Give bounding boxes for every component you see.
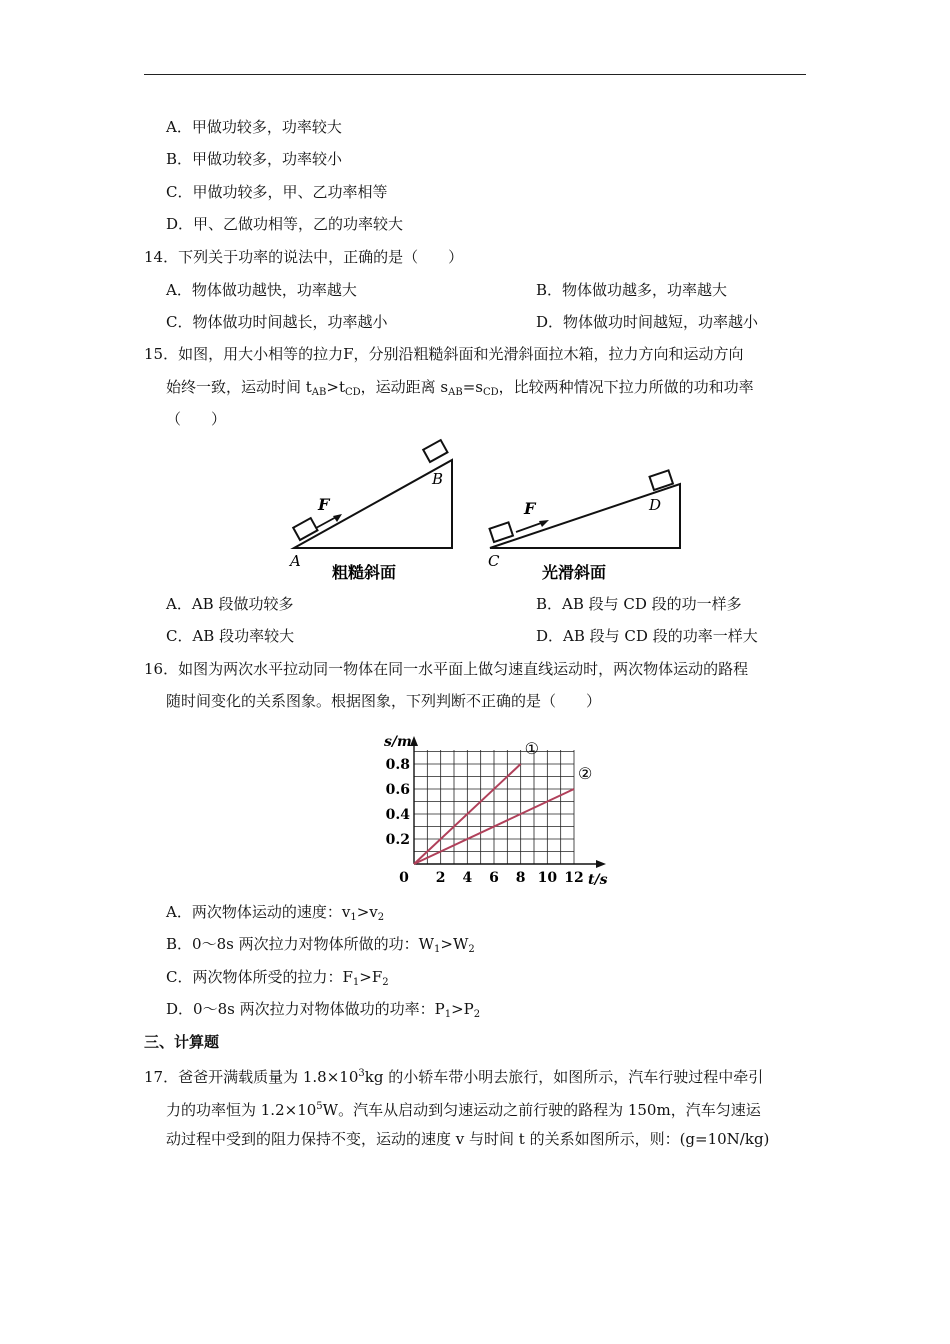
q16-option-c-sub2: 2 — [382, 977, 389, 988]
x-axis-label: t/s — [588, 872, 608, 888]
s-t-chart — [370, 722, 608, 892]
q17-line2-sup: 5 — [316, 1101, 323, 1112]
q15-stem-text-4: =s — [462, 378, 483, 396]
force-label-left: F — [318, 495, 330, 514]
x-tick-label: 4 — [462, 870, 473, 886]
q17-line2-text-2: W。汽车从启动到匀速运动之前行驶的路程为 150m，汽车匀速运 — [322, 1101, 761, 1119]
q15-option-b: B．AB 段与 CD 段的功一样多 — [536, 595, 742, 613]
q15-stem-text-2: >t — [326, 378, 345, 396]
x-tick-label: 2 — [435, 870, 446, 886]
q14-option-b: B．物体做功越多，功率越大 — [536, 281, 728, 299]
q15-sub-3: AB — [448, 387, 463, 398]
q17-line2 — [166, 1097, 761, 1120]
force-label-right: F — [524, 499, 536, 518]
q16-option-c — [166, 967, 389, 993]
q14-option-a: A．物体做功越快，功率越大 — [166, 281, 357, 299]
q16-option-c-text: C．两次物体所受的拉力：F — [166, 968, 353, 986]
q14-option-c: C．物体做功时间越长，功率越小 — [166, 313, 388, 331]
q17-line3: 动过程中受到的阻力保持不变，运动的速度 v 与时间 t 的关系如图所示，则：(g=10N/kg) — [166, 1130, 770, 1148]
rough-incline — [288, 440, 452, 582]
point-c-label: C — [488, 552, 500, 570]
q17-line1 — [144, 1064, 763, 1087]
q15-option-a: A．AB 段做功较多 — [166, 595, 294, 613]
section-title-calculation: 三、计算题 — [144, 1033, 220, 1051]
series-label-1: ① — [524, 739, 540, 758]
q16-option-b-sub2: 2 — [468, 944, 475, 955]
x-tick-label: 8 — [515, 870, 526, 886]
point-a-label: A — [290, 552, 301, 570]
q16-option-b-mid: >W — [440, 935, 469, 953]
q15-option-d: D．AB 段与 CD 段的功率一样大 — [536, 627, 758, 645]
q15-stem-line3: （ ） — [166, 410, 227, 428]
y-tick-label: 0.8 — [385, 757, 410, 773]
x-tick-label: 6 — [489, 870, 499, 886]
q16-option-c-mid: >F — [359, 968, 383, 986]
header-rule — [144, 74, 806, 75]
q13-option-d: D．甲、乙做功相等，乙的功率较大 — [166, 215, 404, 233]
q13-option-c: C．甲做功较多，甲、乙功率相等 — [166, 183, 388, 201]
q15-sub-1: AB — [311, 387, 327, 398]
q16-option-b-sub1: 1 — [434, 944, 441, 955]
x-axis-arrow — [596, 860, 606, 868]
q15-stem-text-3: ，运动距离 s — [360, 378, 449, 396]
y-tick-label: 0.6 — [385, 782, 410, 798]
q16-option-a — [166, 902, 384, 928]
q16-option-c-sub1: 1 — [352, 977, 360, 988]
q15-sub-4: CD — [482, 387, 499, 398]
box-c — [490, 522, 513, 542]
series-label-2: ② — [578, 764, 593, 783]
q17-line1-sup: 3 — [358, 1068, 365, 1079]
q16-option-d — [166, 999, 480, 1025]
y-tick-label: 0.2 — [385, 832, 410, 848]
q17-line2-text-1: 力的功率恒为 1.2×10 — [166, 1101, 317, 1119]
q15-stem-line1: 15．如图，用大小相等的拉力F，分别沿粗糙斜面和光滑斜面拉木箱，拉力方向和运动方向 — [144, 345, 744, 363]
caption-rough: 粗糙斜面 — [332, 563, 397, 582]
q16-option-a-text: A．两次物体运动的速度：v — [166, 903, 351, 921]
q17-line1-text-1: 17．爸爸开满载质量为 1.8×10 — [144, 1068, 359, 1086]
point-b-label: B — [432, 470, 444, 488]
q13-option-b: B．甲做功较多，功率较小 — [166, 150, 343, 168]
q17-line1-text-2: kg 的小轿车带小明去旅行，如图所示，汽车行驶过程中牵引 — [364, 1068, 764, 1086]
q13-option-a: A．甲做功较多，功率较大 — [166, 118, 342, 136]
q16-stem-line2: 随时间变化的关系图象。根据图象，下列判断不正确的是（ ） — [166, 692, 602, 710]
q15-stem-text-5: ，比较两种情况下拉力所做的功和功率 — [498, 378, 754, 396]
q14-stem: 14．下列关于功率的说法中，正确的是（ ） — [144, 248, 464, 266]
x-tick-label: 10 — [537, 870, 558, 886]
y-tick-label: 0.4 — [385, 807, 410, 823]
point-d-label: D — [649, 496, 662, 514]
x-tick-label: 12 — [564, 870, 584, 886]
q16-option-b — [166, 934, 475, 960]
y-axis-label: s/m — [384, 734, 412, 750]
q16-option-b-text: B．0～8s 两次拉力对物体所做的功：W — [166, 935, 434, 953]
q16-option-d-sub2: 2 — [473, 1009, 481, 1020]
q15-incline-figure — [280, 438, 700, 586]
q14-option-d: D．物体做功时间越短，功率越小 — [536, 313, 759, 331]
q16-option-d-sub1: 1 — [444, 1009, 452, 1020]
box-b — [423, 440, 447, 462]
q15-sub-2: CD — [344, 387, 361, 398]
q16-option-a-sub1: 1 — [350, 912, 357, 923]
q16-option-a-mid: >v — [356, 903, 378, 921]
q16-stem-line1: 16．如图为两次水平拉动同一物体在同一水平面上做匀速直线运动时，两次物体运动的路程 — [144, 660, 749, 678]
q15-stem-line2 — [166, 377, 754, 403]
q16-option-a-sub2: 2 — [377, 912, 385, 923]
x-tick-label: 0 — [399, 870, 409, 886]
caption-smooth: 光滑斜面 — [542, 563, 607, 582]
q16-option-d-mid: >P — [451, 1000, 474, 1018]
chart-grid — [414, 750, 574, 864]
q15-stem-text-1: 始终一致，运动时间 t — [166, 378, 312, 396]
q16-option-d-text: D．0～8s 两次拉力对物体做功的功率：P — [166, 1000, 445, 1018]
smooth-incline — [488, 470, 680, 582]
q15-option-c: C．AB 段功率较大 — [166, 627, 295, 645]
